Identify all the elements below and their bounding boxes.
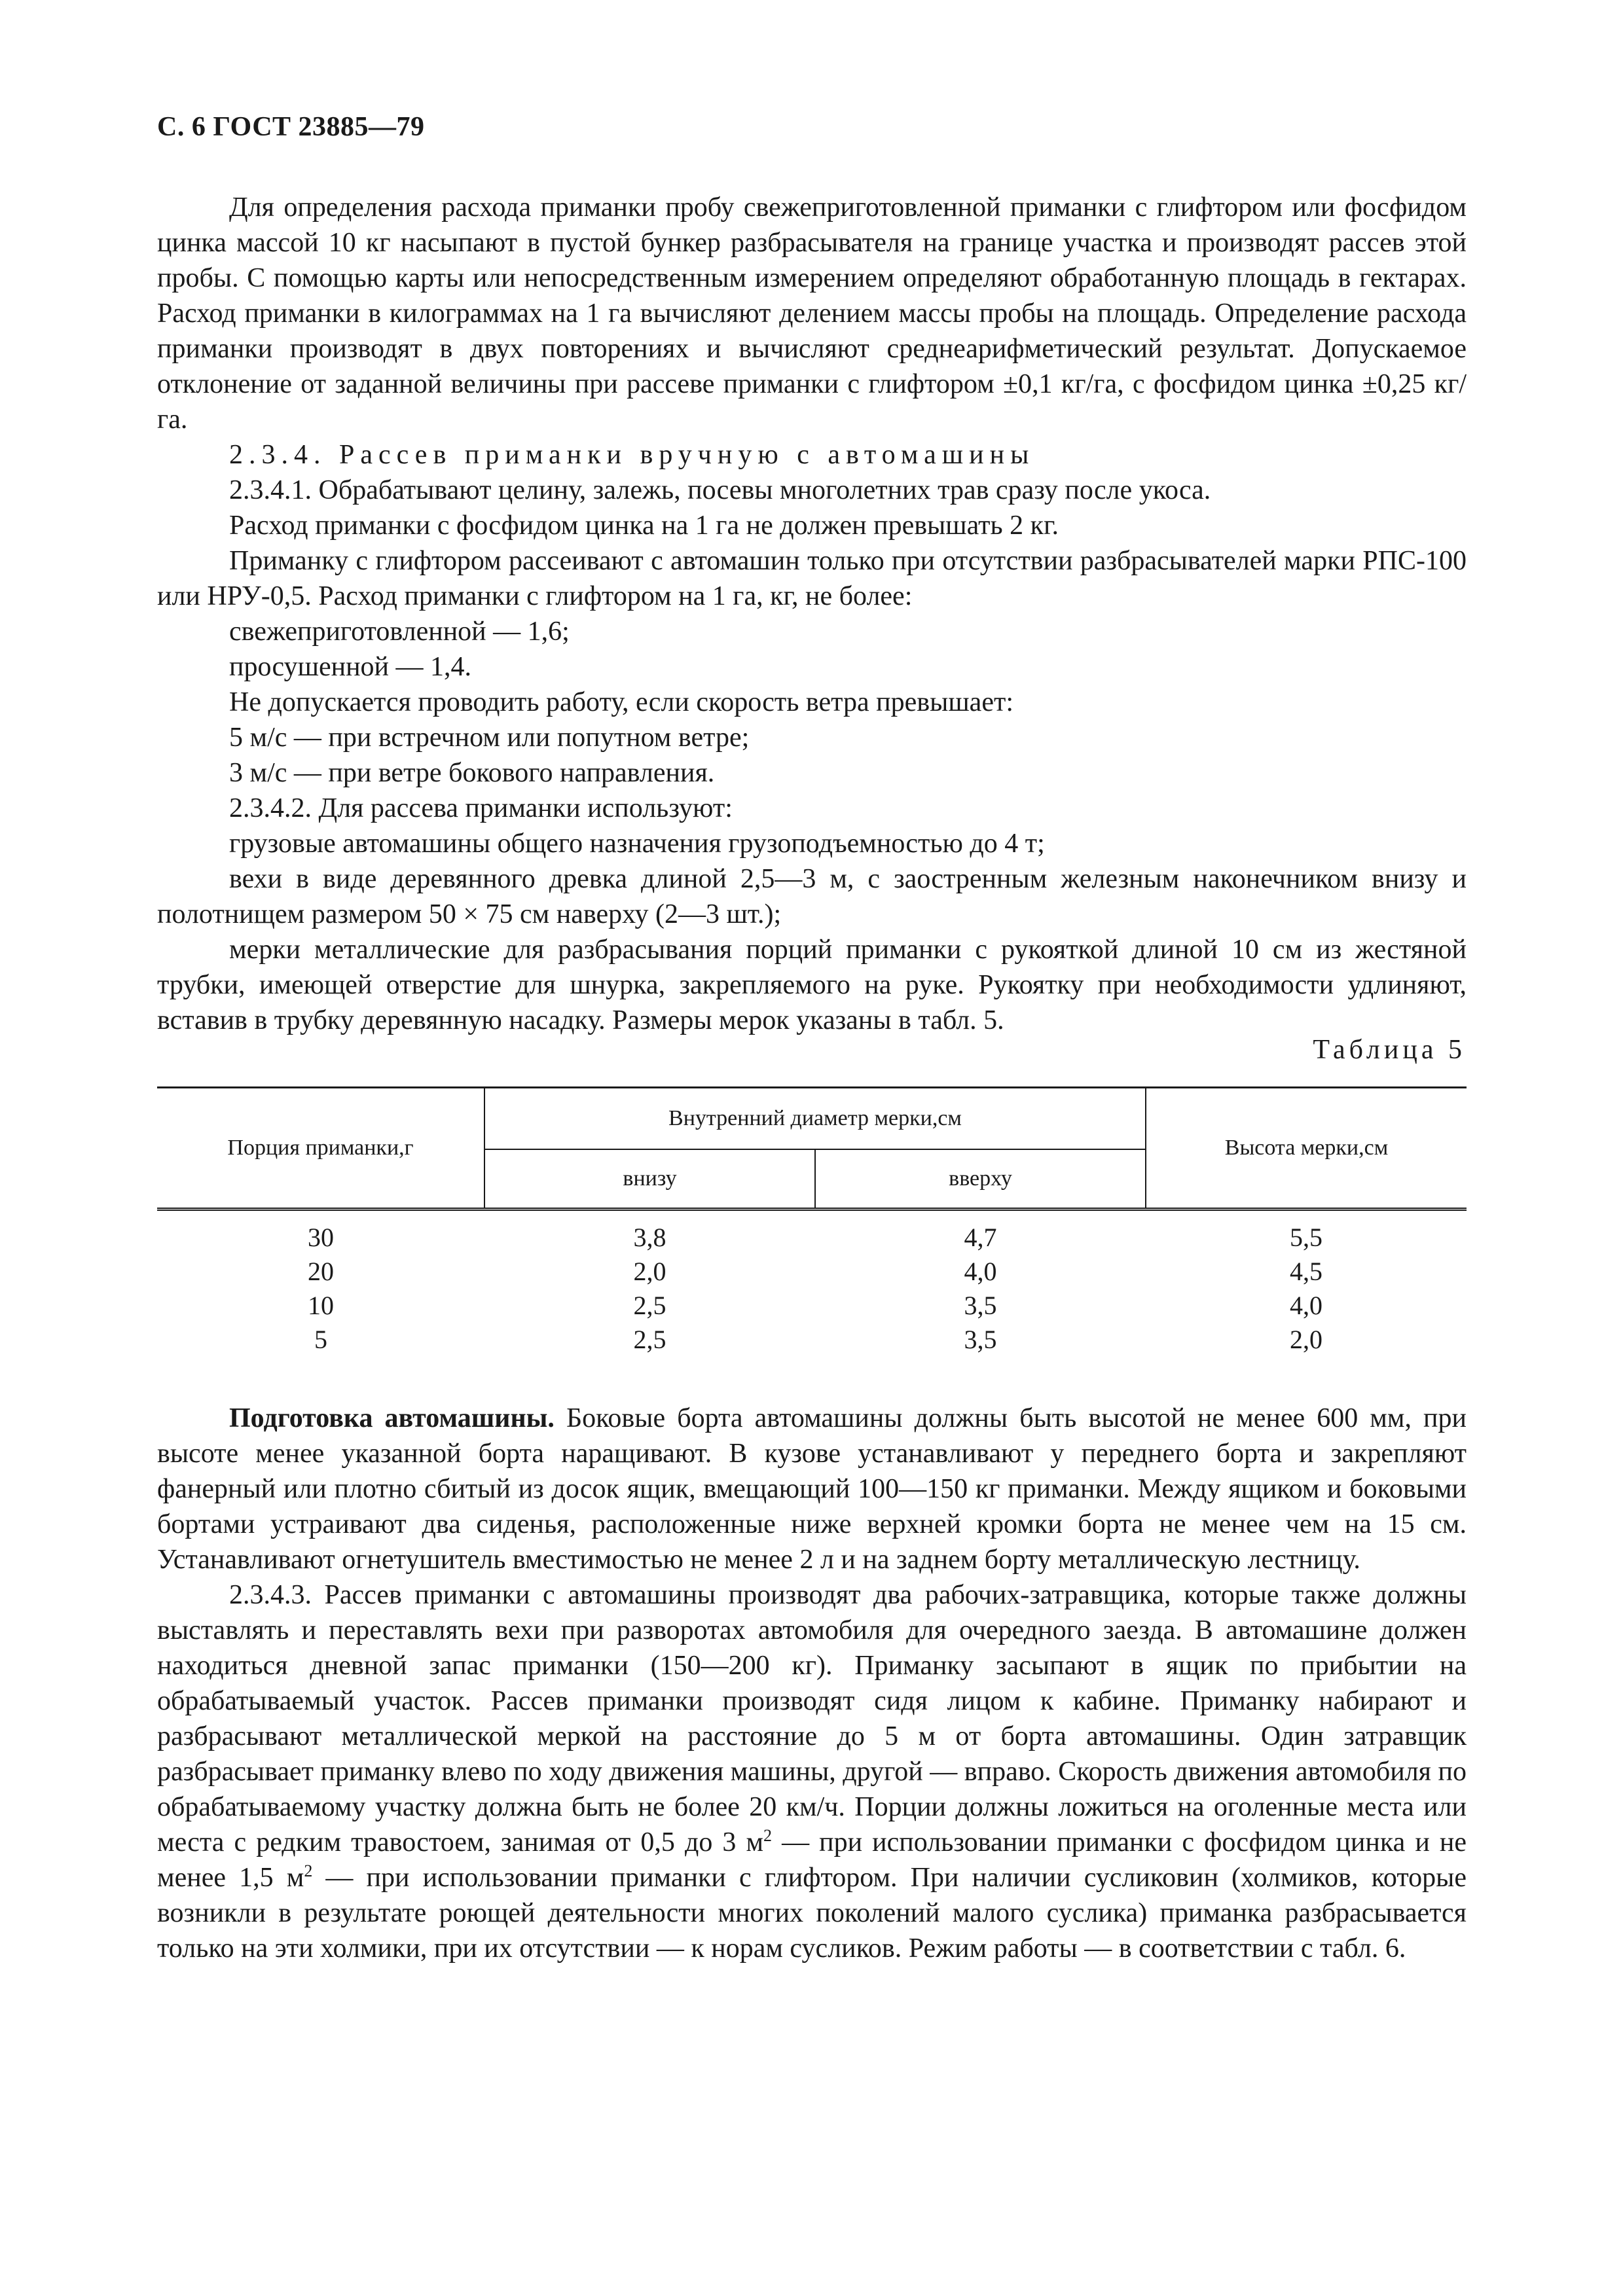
table-row	[157, 1288, 1467, 1322]
cell-portion: 30	[308, 1222, 334, 1252]
cell-top: 3,5	[964, 1290, 997, 1320]
cell-height: 4,5	[1290, 1256, 1322, 1286]
measures-table	[157, 1086, 1467, 1356]
table-caption: Таблица 5	[1313, 1035, 1466, 1065]
cell-portion: 20	[308, 1256, 334, 1286]
list-item-poles: вехи в виде деревянного древка длиной 2,5—3 м, с заостренным железным наконечником внизу и полотнищем размером 50 × 75 см наверху (2—3 шт.);	[157, 864, 1467, 929]
list-item-wind-5: 5 м/с — при встречном или попутном ветре;	[229, 723, 750, 753]
cell-top: 4,7	[964, 1222, 997, 1252]
cell-bottom: 3,8	[633, 1222, 666, 1252]
para-2-3-4-3-part3: — при использовании приманки с глифтором. При наличии сусликовин (холмиков, которые возникли в результате роющей деятельности многих поколений малого суслика) приманка разбрасывается только на эти холмики, при их отсутствии — к норам сусликов. Режим работы — в соответствии с табл. 6.	[157, 1863, 1467, 1964]
superscript-2: 2	[763, 1826, 773, 1845]
paragraph-2-3-4-1: 2.3.4.1. Обрабатывают целину, залежь, посевы многолетних трав сразу после укоса.	[229, 475, 1211, 505]
header-portion: Порция приманки,г	[157, 1088, 484, 1210]
cell-height: 2,0	[1290, 1324, 1322, 1354]
paragraph-vehicle-prep	[157, 1401, 1467, 1577]
page-header: С. 6 ГОСТ 23885—79	[157, 112, 425, 142]
vehicle-prep-title: Подготовка автомашины.	[229, 1403, 555, 1433]
para-2-3-4-3-part1: 2.3.4.3. Рассев приманки с автомашины производят два рабочих-затравщика, которые также должны выставлять и переставлять вехи при разворотах автомобиля для очередного заезда. В автомашине должен находиться дневной запас приманки (150—200 кг). Приманку засыпают в ящик по прибытии на обрабатываемый участок. Рассев приманки производят сидя лицом к кабине. Приманку набирают и разбрасывают металлической меркой на расстояние до 5 м от борта автомашины. Один затравщик разбрасывает приманку влево по ходу движения машины, другой — вправо. Скорость движения автомобиля по обрабатываемому участку должна быть не более 20 км/ч. Порции должны ложиться на оголенные места или места с редким травостоем, занимая от 0,5 до 3 м	[157, 1580, 1467, 1857]
cell-top: 3,5	[964, 1324, 997, 1354]
list-item-measures: мерки металлические для разбрасывания порций приманки с рукояткой длиной 10 см из жестяной трубки, имеющей отверстие для шнурка, закрепляемого на руке. Рукоятку при необходимости удлиняют, вставив в трубку деревянную насадку. Размеры мерок указаны в табл. 5.	[157, 935, 1467, 1035]
cell-height: 5,5	[1290, 1222, 1322, 1252]
header-height: Высота мерки,см	[1146, 1088, 1467, 1210]
table-row	[157, 1322, 1467, 1356]
cell-portion: 5	[314, 1324, 327, 1354]
table-row	[157, 1254, 1467, 1288]
paragraph-zinc-rate: Расход приманки с фосфидом цинка на 1 га не должен превышать 2 кг.	[229, 511, 1059, 541]
list-item-dried: просушенной — 1,4.	[229, 652, 472, 682]
paragraph-2-3-4-2: 2.3.4.2. Для рассева приманки используют:	[229, 793, 733, 823]
list-item-wind-3: 3 м/с — при ветре бокового направления.	[229, 758, 715, 788]
header-top: вверху	[815, 1149, 1146, 1210]
vehicle-prep-text: Боковые борта автомашины должны быть высотой не менее 600 мм, при высоте менее указанной борта наращивают. В кузове устанавливают у переднего борта и закрепляют фанерный или плотно сбитый из досок ящик, вмещающий 100—150 кг приманки. Между ящиком и боковыми бортами устраивают два сиденья, расположенные ниже верхней кромки борта не менее чем на 15 см. Устанавливают огнетушитель вместимостью не менее 2 л и на заднем борту металлическую лестницу.	[157, 1403, 1467, 1575]
paragraph-2-3-4-3	[157, 1577, 1467, 1966]
header-bottom: внизу	[484, 1149, 815, 1210]
cell-height: 4,0	[1290, 1290, 1322, 1320]
table-row	[157, 1210, 1467, 1255]
cell-bottom: 2,5	[633, 1290, 666, 1320]
superscript-2: 2	[304, 1861, 313, 1880]
section-heading-2-3-4: 2.3.4. Рассев приманки вручную с автомашины	[229, 440, 1035, 470]
cell-bottom: 2,5	[633, 1324, 666, 1354]
cell-bottom: 2,0	[633, 1256, 666, 1286]
list-item-fresh: свежеприготовленной — 1,6;	[229, 617, 570, 647]
para-2-3-4-3-part2: — при использовании приманки с фосфидом цинка и не менее 1,5 м	[157, 1827, 1467, 1893]
paragraph-glyftor: Приманку с глифтором рассеивают с автомашин только при отсутствии разбрасывателей марки РПС-100 или НРУ-0,5. Расход приманки с глифтором на 1 га, кг, не более:	[157, 546, 1467, 611]
paragraph-bait-consumption: Для определения расхода приманки пробу свежеприготовленной приманки с глифтором или фосфидом цинка массой 10 кг насыпают в пустой бункер разбрасывателя на границе участка и производят рассев этой пробы. С помощью карты или непосредственным измерением определяют обработанную площадь в гектарах. Расход приманки в килограммах на 1 га вычисляют делением массы пробы на площадь. Определение расхода приманки производят в двух повторениях и вычисляют среднеарифметический результат. Допускаемое отклонение от заданной величины при рассеве приманки с глифтором ±0,1 кг/га, с фосфидом цинка ±0,25 кг/га.	[157, 192, 1467, 435]
paragraph-wind: Не допускается проводить работу, если скорость ветра превышает:	[229, 687, 1013, 717]
list-item-trucks: грузовые автомашины общего назначения грузоподъемностью до 4 т;	[229, 829, 1045, 859]
text-block-top	[157, 190, 1467, 1038]
header-inner-diameter: Внутренний диаметр мерки,см	[484, 1088, 1146, 1150]
cell-top: 4,0	[964, 1256, 997, 1286]
text-block-bottom	[157, 1401, 1467, 1966]
cell-portion: 10	[308, 1290, 334, 1320]
